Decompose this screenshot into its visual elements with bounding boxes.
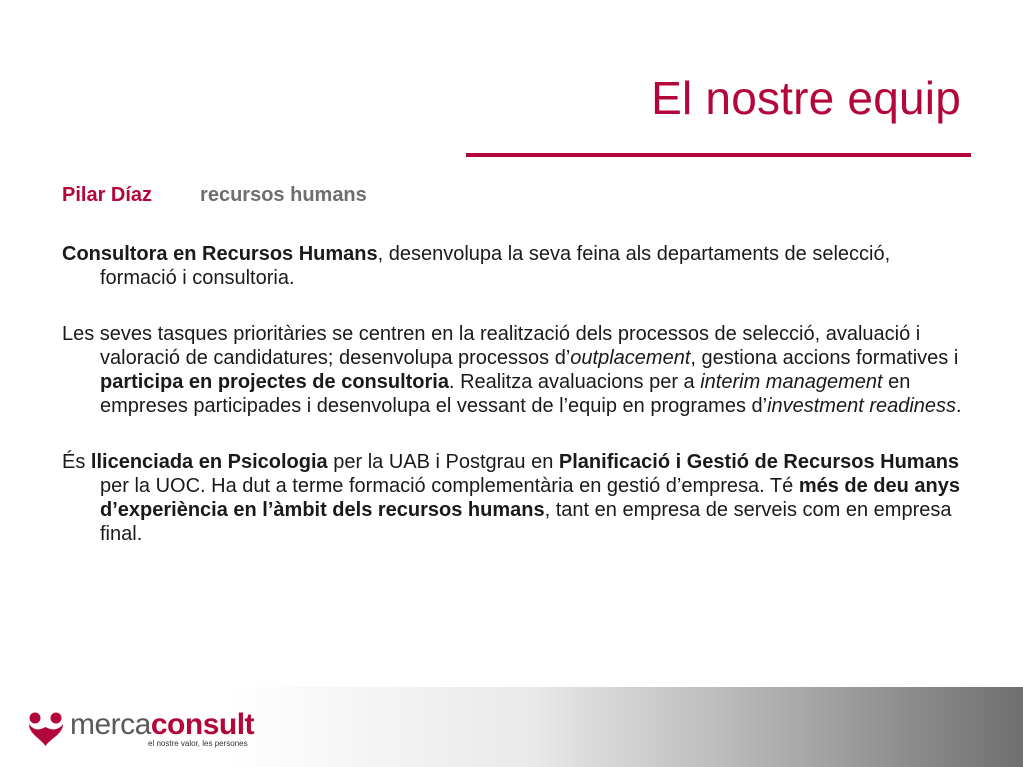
bio-text: en empreses participades i desenvolupa el vessant de l’equip en programes d’ bbox=[100, 371, 911, 417]
bio-paragraph-2 bbox=[62, 322, 962, 418]
bio-text-bold: més de deu anys d’experiència en l’àmbit dels recursos humans bbox=[100, 475, 961, 521]
bio-text: . Realitza avaluacions per a bbox=[448, 371, 701, 393]
person-name: Pilar Díaz bbox=[62, 184, 153, 206]
person-header bbox=[62, 182, 367, 208]
logo-tagline: el nostre valor, les persones bbox=[148, 739, 248, 748]
heart-people-icon bbox=[26, 708, 66, 748]
title-underline bbox=[466, 153, 971, 157]
bio-text: per la UOC. Ha dut a terme formació complementària en gestió d’empresa. Té bbox=[100, 475, 799, 497]
bio-text: És bbox=[62, 451, 91, 473]
bio-text-italic: outplacement bbox=[570, 347, 691, 369]
slide-title: El nostre equip bbox=[651, 72, 961, 124]
bio-text-bold: Consultora en Recursos Humans bbox=[62, 243, 378, 265]
bio-text: , desenvolupa la seva feina als departaments de selecció, formació i consultoria. bbox=[100, 243, 891, 289]
bio-text: Les seves tasques prioritàries se centren en la realització dels processos de selecció, avaluació i valoració de candidatures; desenvolupa processos d’ bbox=[62, 323, 921, 369]
bio-text: per la UAB i Postgrau en bbox=[327, 451, 559, 473]
logo-wordmark bbox=[70, 708, 254, 742]
logo-word-consult: consult bbox=[150, 708, 255, 741]
bio-content bbox=[62, 242, 962, 578]
bio-text-italic: investment readiness bbox=[767, 395, 957, 417]
bio-text-bold: participa en projectes de consultoria bbox=[100, 371, 449, 393]
bio-text-italic: interim management bbox=[700, 371, 883, 393]
bio-text: , gestiona accions formatives i bbox=[690, 347, 959, 369]
logo-word-merca: merca bbox=[70, 708, 151, 741]
bio-paragraph-1 bbox=[62, 242, 962, 290]
bio-text-bold: Planificació i Gestió de Recursos Humans bbox=[558, 451, 960, 473]
bio-text-bold: llicenciada en Psicologia bbox=[90, 451, 328, 473]
person-role: recursos humans bbox=[200, 184, 367, 206]
bio-text: . bbox=[956, 395, 962, 417]
bio-paragraph-3 bbox=[62, 450, 962, 546]
bio-text: , tant en empresa de serveis com en empresa final. bbox=[100, 499, 952, 545]
mercaconsult-logo bbox=[26, 708, 266, 754]
